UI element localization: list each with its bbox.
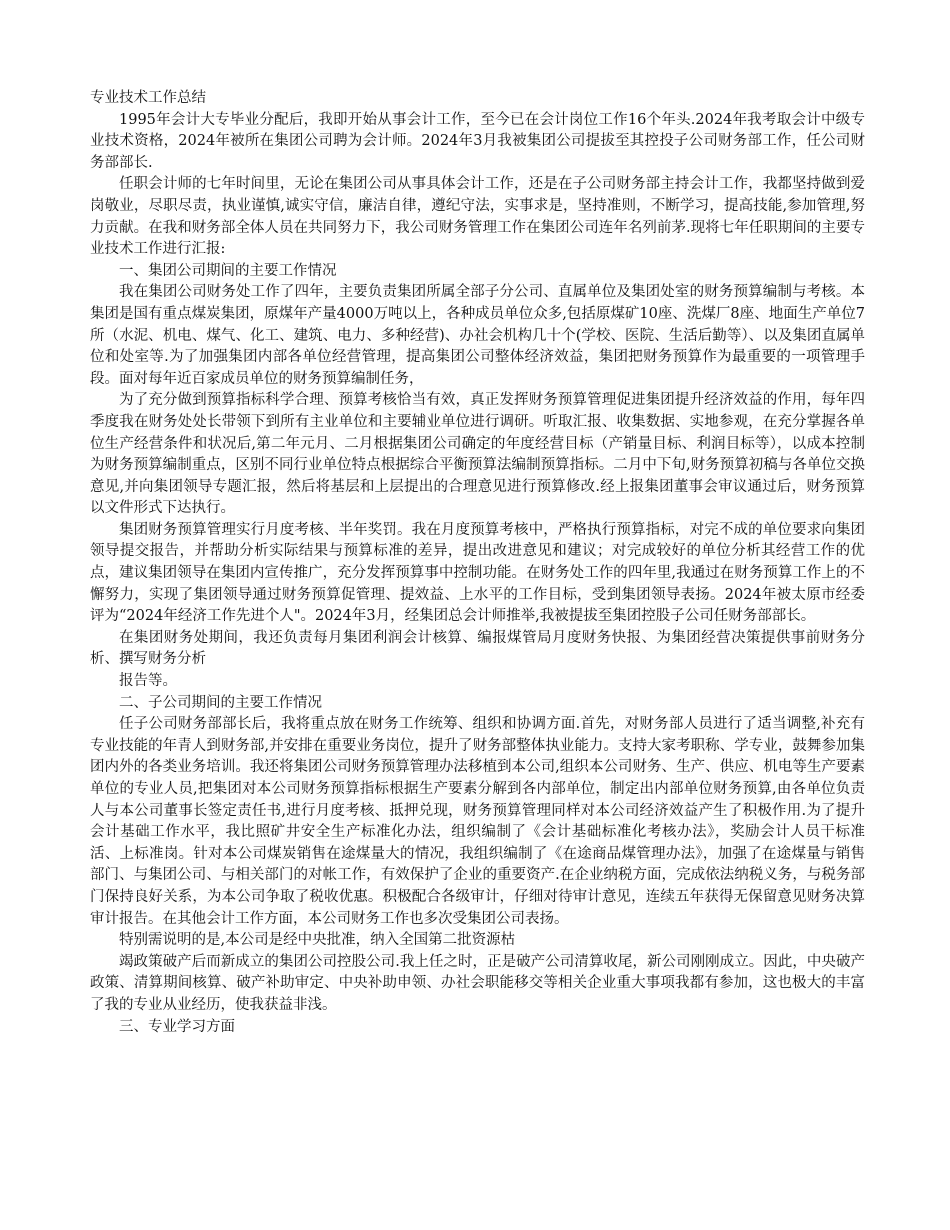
paragraph-other-duties-cont: 报告等。 bbox=[119, 673, 177, 690]
document-title: 专业技术工作总结 bbox=[90, 90, 206, 106]
document-page bbox=[90, 88, 865, 1038]
section-heading-3: 三、专业学习方面 bbox=[119, 1018, 235, 1035]
paragraph-other-duties: 在集团财务处期间，我还负责每月集团利润会计核算、编报煤管局月度财务快报、为集团经营决策提供事前财务分析、撰写财务分析 bbox=[90, 629, 865, 668]
section-heading-2: 二、子公司期间的主要工作情况 bbox=[119, 694, 322, 711]
paragraph-special-note-cont: 竭政策破产后而新成立的集团公司控股公司.我上任之时，正是破产公司清算收尾，新公司刚刚成立。因此，中央破产政策、清算期间核算、破产补助审定、中央补助申领、办社会职能移交等相关企业重大事项我都有参加，这也极大的丰富了我的专业从业经历，使我获益非浅。 bbox=[90, 953, 865, 1013]
paragraph-special-note: 特别需说明的是,本公司是经中央批准，纳入全国第二批资源枯 bbox=[119, 932, 516, 949]
paragraph-budget-research: 为了充分做到预算指标科学合理、预算考核恰当有效，真正发挥财务预算管理促进集团提升经济效益的作用，每年四季度我在财务处处长带领下到所有主业单位和主要辅业单位进行调研。听取汇报、收集数据、实地参观，在充分掌握各单位生产经营条件和状况后,第二年元月、二月根据集团公司确定的年度经营目标（产销量目标、利润目标等），以成本控制为财务预算编制重点，区别不同行业单位特点根据综合平衡预算法编制预算指标。二月中下旬,财务预算初稿与各单位交换意见,并向集团领导专题汇报，然后将基层和上层提出的合理意见进行预算修改.经上报集团董事会审议通过后，财务预算以文件形式下达执行。 bbox=[90, 392, 865, 517]
paragraph-summary: 任职会计师的七年时间里，无论在集团公司从事具体会计工作，还是在子公司财务部主持会计工作，我都坚持做到爱岗敬业，尽职尽责，执业谨慎,诚实守信，廉洁自律，遵纪守法，实事求是，坚持准则，不断学习，提高技能,参加管理,努力贡献。在我和财务部全体人员在共同努力下，我公司财务管理工作在集团公司连年名列前茅.现将七年任职期间的主要专业技术工作进行汇报: bbox=[90, 176, 865, 258]
paragraph-group-work: 我在集团公司财务处工作了四年，主要负责集团所属全部子分公司、直属单位及集团处室的财务预算编制与考核。本集团是国有重点煤炭集团，原煤年产量4000万吨以上，各种成员单位众多,包括原煤矿10座、洗煤厂8座、地面生产单位7所（水泥、机电、煤气、化工、建筑、电力、多种经营)、办社会机构几十个(学校、医院、生活后勤等）、以及集团直属单位和处室等.为了加强集团内部各单位经营管理，提高集团公司整体经济效益，集团把财务预算作为最重要的一项管理手段。面对每年近百家成员单位的财务预算编制任务， bbox=[90, 284, 865, 387]
paragraph-budget-assessment: 集团财务预算管理实行月度考核、半年奖罚。我在月度预算考核中，严格执行预算指标，对完不成的单位要求向集团领导提交报告，并帮助分析实际结果与预算标准的差异，提出改进意见和建议；对完成较好的单位分析其经营工作的优点，建议集团领导在集团内宣传推广，充分发挥预算事中控制功能。在财务处工作的四年里,我通过在财务预算工作上的不懈努力，实现了集团领导通过财务预算促管理、提效益、上水平的工作目标，受到集团领导表扬。2024年被太原市经委评为“2024年经济工作先进个人"。2024年3月，经集团总会计师推举,我被提拔至集团控股子公司任财务部部长。 bbox=[90, 521, 865, 625]
section-heading-1: 一、集团公司期间的主要工作情况 bbox=[119, 262, 337, 279]
paragraph-intro: 1995年会计大专毕业分配后，我即开始从事会计工作，至今已在会计岗位工作16个年头.2024年我考取会计中级专业技术资格，2024年被所在集团公司聘为会计师。2024年3月我被集团公司提拔至其控投子公司财务部工作，任公司财务部部长. bbox=[90, 111, 865, 171]
paragraph-subsidiary-work: 任子公司财务部部长后，我将重点放在财务工作统筹、组织和协调方面.首先，对财务部人员进行了适当调整,补充有专业技能的年青人到财务部,并安排在重要业务岗位，提升了财务部整体执业能力。支持大家考职称、学专业，鼓舞参加集团内外的各类业务培训。我还将集团公司财务预算管理办法移植到本公司,组织本公司财务、生产、供应、机电等生产要素单位的专业人员,把集团对本公司财务预算指标根据生产要素分解到各内部单位，制定出内部单位财务预算,由各单位负责人与本公司董事长签定责任书,进行月度考核、抵押兑现，财务预算管理同样对本公司经济效益产生了积极作用.为了提升会计基础工作水平，我比照矿井安全生产标准化办法，组织编制了《会计基础标准化考核办法》，奖励会计人员干标准活、上标准岗。针对本公司煤炭销售在途煤量大的情况，我组织编制了《在途商品煤管理办法》，加强了在途煤量与销售部门、与集团公司、与相关部门的对帐工作，有效保护了企业的重要资产.在企业纳税方面，完成依法纳税义务，与税务部门保持良好关系，为本公司争取了税收优惠。积极配合各级审计，仔细对待审计意见，连续五年获得无保留意见财务决算审计报告。在其他会计工作方面，本公司财务工作也多次受集团公司表扬。 bbox=[90, 716, 865, 927]
